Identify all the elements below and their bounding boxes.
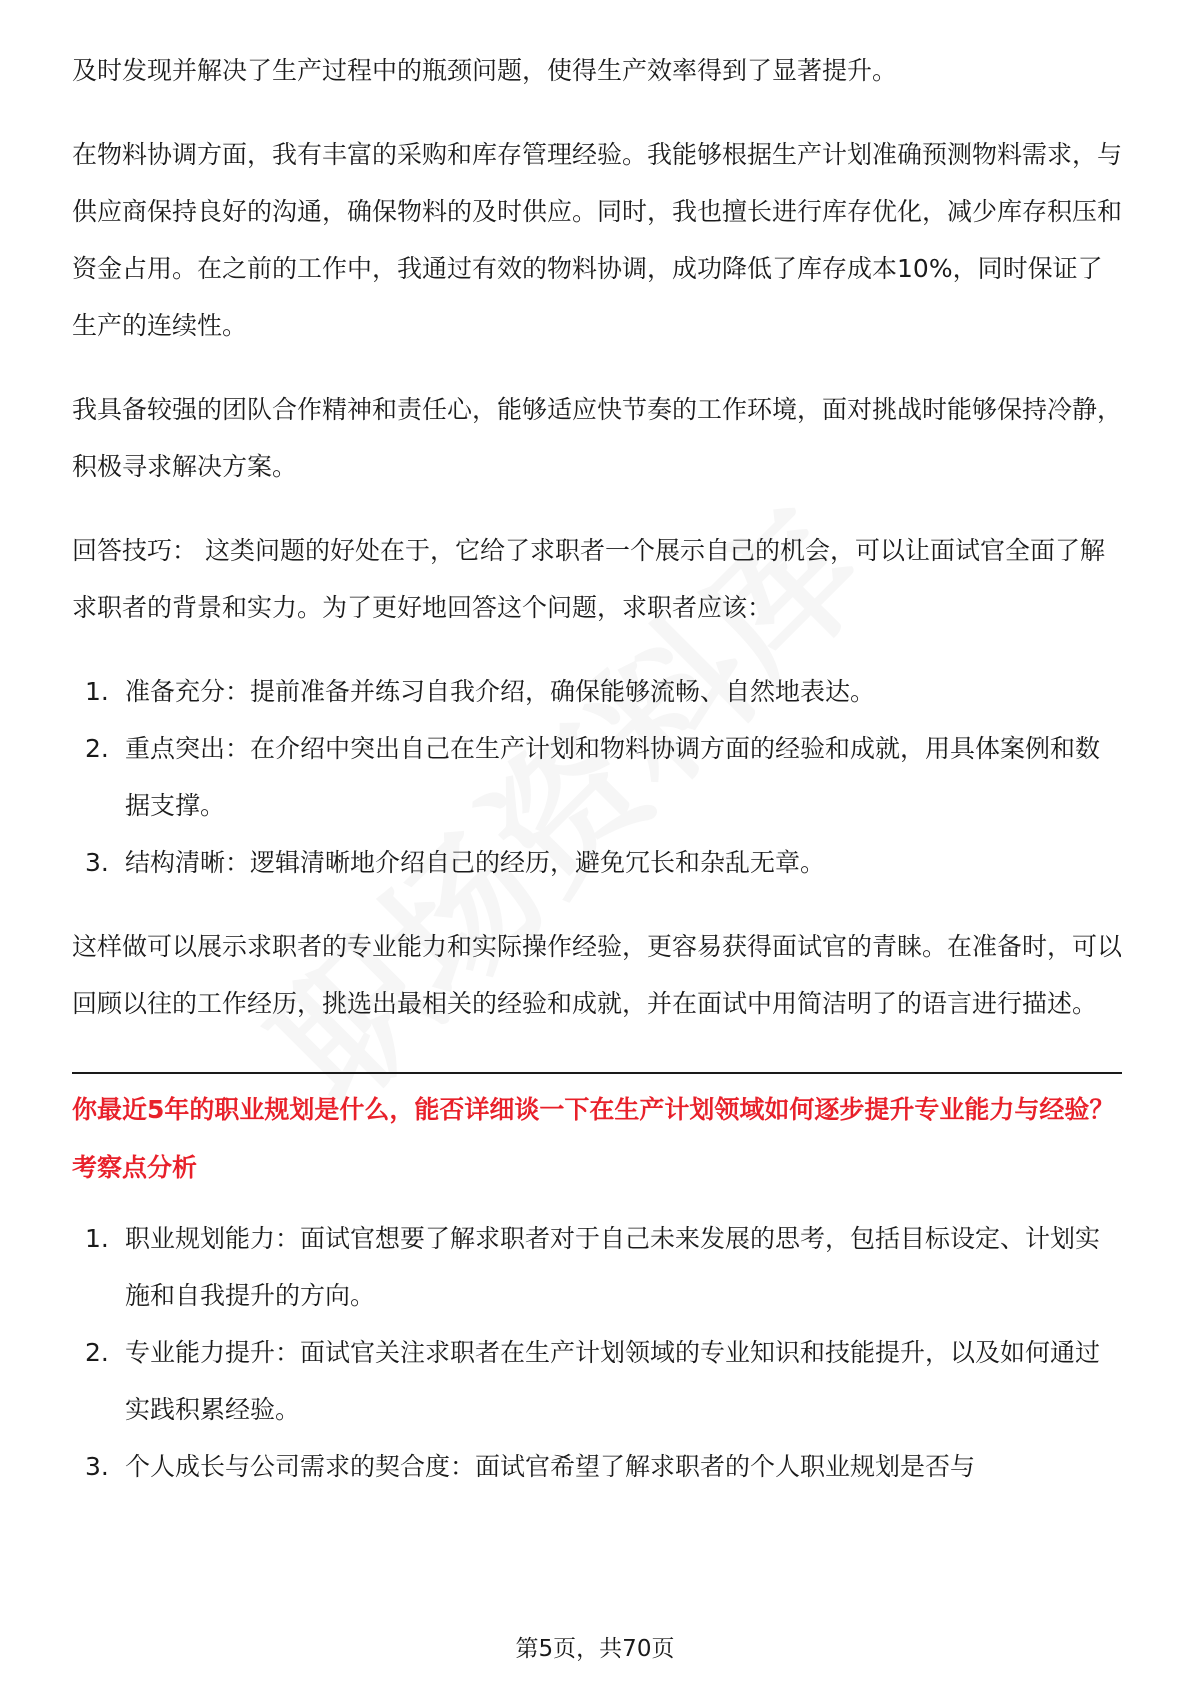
list-number: 3. bbox=[85, 848, 109, 877]
page-number: 第5页，共70页 bbox=[515, 1636, 675, 1662]
list-text: 个人成长与公司需求的契合度：面试官希望了解求职者的个人职业规划是否与 bbox=[125, 1452, 976, 1481]
list-text: 重点突出：在介绍中突出自己在生产计划和物料协调方面的经验和成就，用具体案例和数据支撑。 bbox=[125, 734, 1101, 820]
list-number: 3. bbox=[85, 1452, 109, 1481]
list-number: 2. bbox=[85, 734, 109, 763]
list-item bbox=[72, 663, 1122, 720]
analysis-title: 考察点分析 bbox=[72, 1153, 198, 1182]
list-number: 2. bbox=[85, 1338, 109, 1367]
list-item bbox=[72, 720, 1122, 834]
document-body bbox=[72, 42, 1122, 1522]
list-text: 职业规划能力：面试官想要了解求职者对于自己未来发展的思考，包括目标设定、计划实施和自我提升的方向。 bbox=[125, 1224, 1101, 1310]
list-item bbox=[72, 1324, 1122, 1438]
paragraph-tips-intro: 回答技巧： 这类问题的好处在于，它给了求职者一个展示自己的机会，可以让面试官全面了解求职者的背景和实力。为了更好地回答这个问题，求职者应该： bbox=[72, 536, 1105, 622]
list-item bbox=[72, 834, 1122, 891]
section-divider bbox=[72, 1072, 1122, 1074]
paragraph-3: 我具备较强的团队合作精神和责任心，能够适应快节奏的工作环境，面对挑战时能够保持冷静，积极寻求解决方案。 bbox=[72, 395, 1123, 481]
paragraph-2: 在物料协调方面，我有丰富的采购和库存管理经验。我能够根据生产计划准确预测物料需求，与供应商保持良好的沟通，确保物料的及时供应。同时，我也擅长进行库存优化，减少库存积压和资金占用。在之前的工作中，我通过有效的物料协调，成功降低了库存成本10%，同时保证了生产的连续性。 bbox=[72, 140, 1123, 340]
paragraph-1: 及时发现并解决了生产过程中的瓶颈问题，使得生产效率得到了显著提升。 bbox=[72, 56, 898, 85]
list-item bbox=[72, 1438, 1122, 1495]
question-heading: 你最近5年的职业规划是什么，能否详细谈一下在生产计划领域如何逐步提升专业能力与经验？ bbox=[72, 1095, 1115, 1124]
list-number: 1. bbox=[85, 1224, 109, 1253]
list-text: 结构清晰：逻辑清晰地介绍自己的经历，避免冗长和杂乱无章。 bbox=[125, 848, 826, 877]
tips-list bbox=[72, 663, 1122, 891]
list-number: 1. bbox=[85, 677, 109, 706]
list-text: 准备充分：提前准备并练习自我介绍，确保能够流畅、自然地表达。 bbox=[125, 677, 876, 706]
analysis-list bbox=[72, 1210, 1122, 1495]
list-item bbox=[72, 1210, 1122, 1324]
paragraph-5: 这样做可以展示求职者的专业能力和实际操作经验，更容易获得面试官的青睐。在准备时，可以回顾以往的工作经历，挑选出最相关的经验和成就，并在面试中用简洁明了的语言进行描述。 bbox=[72, 932, 1123, 1018]
list-text: 专业能力提升：面试官关注求职者在生产计划领域的专业知识和技能提升，以及如何通过实践积累经验。 bbox=[125, 1338, 1101, 1424]
